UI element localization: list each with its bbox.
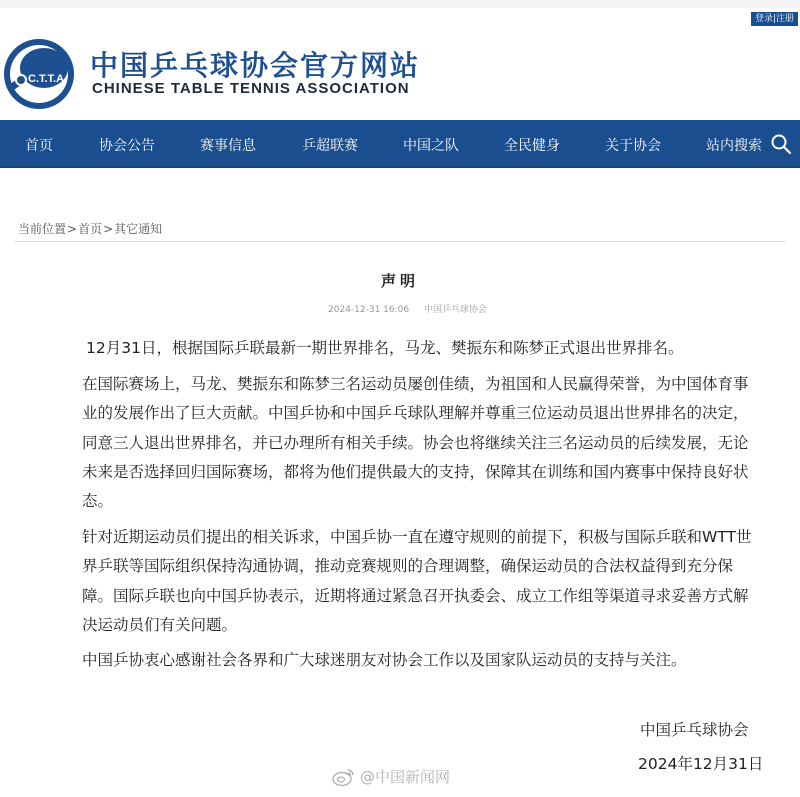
article-title: 声明 <box>380 272 419 290</box>
breadcrumb-separator: > <box>67 222 78 236</box>
nav-item-super-league[interactable]: 乒超联赛 <box>302 138 358 154</box>
breadcrumb-home-link[interactable]: 首页 <box>78 222 103 236</box>
breadcrumb <box>18 220 162 237</box>
nav-item-about[interactable]: 关于协会 <box>605 138 661 154</box>
weibo-icon <box>332 767 356 787</box>
article-paragraph: 中国乒协衷心感谢社会各界和广大球迷朋友对协会工作以及国家队运动员的支持与关注。 <box>82 651 687 670</box>
signature-date: 2024年12月31日 <box>638 755 764 773</box>
nav-item-fitness[interactable]: 全民健身 <box>504 138 560 154</box>
nav-item-events[interactable]: 赛事信息 <box>200 138 256 154</box>
article-meta <box>328 302 487 315</box>
article-body <box>82 334 758 675</box>
article-paragraph: 12月31日，根据国际乒联最新一期世界排名，马龙、樊振东和陈梦正式退出世界排名。 <box>86 339 684 357</box>
search-icon[interactable] <box>770 133 792 155</box>
breadcrumb-section-link[interactable]: 其它通知 <box>114 222 163 236</box>
breadcrumb-divider <box>14 241 786 242</box>
article-paragraph: 在国际赛场上，马龙、樊振东和陈梦三名运动员屡创佳绩，为祖国和人民赢得荣誉，为中国体育事业的发展作出了巨大贡献。中国乒协和中国乒乓球队理解并尊重三位运动员退出世界排名的决定，同意三人退出世界排名，并已办理所有相关手续。协会也将继续关注三名运动员的后续发展，无论未来是否选择回归国际赛场，都将为他们提供最大的支持，保障其在训练和国内赛事中保持良好状态。 <box>82 375 749 511</box>
main-nav <box>0 120 800 168</box>
watermark <box>332 766 450 787</box>
nav-item-home[interactable]: 首页 <box>25 138 53 154</box>
breadcrumb-current-label: 当前位置 <box>18 222 67 236</box>
nav-item-national-team[interactable]: 中国之队 <box>403 138 459 154</box>
article-source: 中国乒乓球协会 <box>423 305 487 315</box>
signature-organization: 中国乒乓球协会 <box>640 721 749 739</box>
site-header <box>0 8 800 118</box>
top-strip <box>0 0 800 8</box>
nav-item-announcements[interactable]: 协会公告 <box>99 138 155 154</box>
article-datetime: 2024-12-31 16:06 <box>328 305 410 315</box>
breadcrumb-separator: > <box>103 222 114 236</box>
login-register-link[interactable]: 登录|注册 <box>751 12 798 26</box>
site-subtitle: CHINESE TABLE TENNIS ASSOCIATION <box>92 80 410 97</box>
site-title: 中国乒乓球协会官方网站 <box>90 49 421 82</box>
ctta-logo-icon <box>0 34 78 112</box>
nav-item-site-search[interactable]: 站内搜索 <box>706 138 762 154</box>
article-paragraph: 针对近期运动员们提出的相关诉求，中国乒协一直在遵守规则的前提下，积极与国际乒联和WTT世界乒联等国际组织保持沟通协调，推动竞赛规则的合理调整，确保运动员的合法权益得到充分保障。国际乒联也向中国乒协表示，近期将通过紧急召开执委会、成立工作组等渠道寻求妥善方式解决运动员们有关问题。 <box>82 528 752 634</box>
watermark-text: @中国新闻网 <box>360 768 451 786</box>
logo-text: C.T.T.A <box>27 73 65 85</box>
